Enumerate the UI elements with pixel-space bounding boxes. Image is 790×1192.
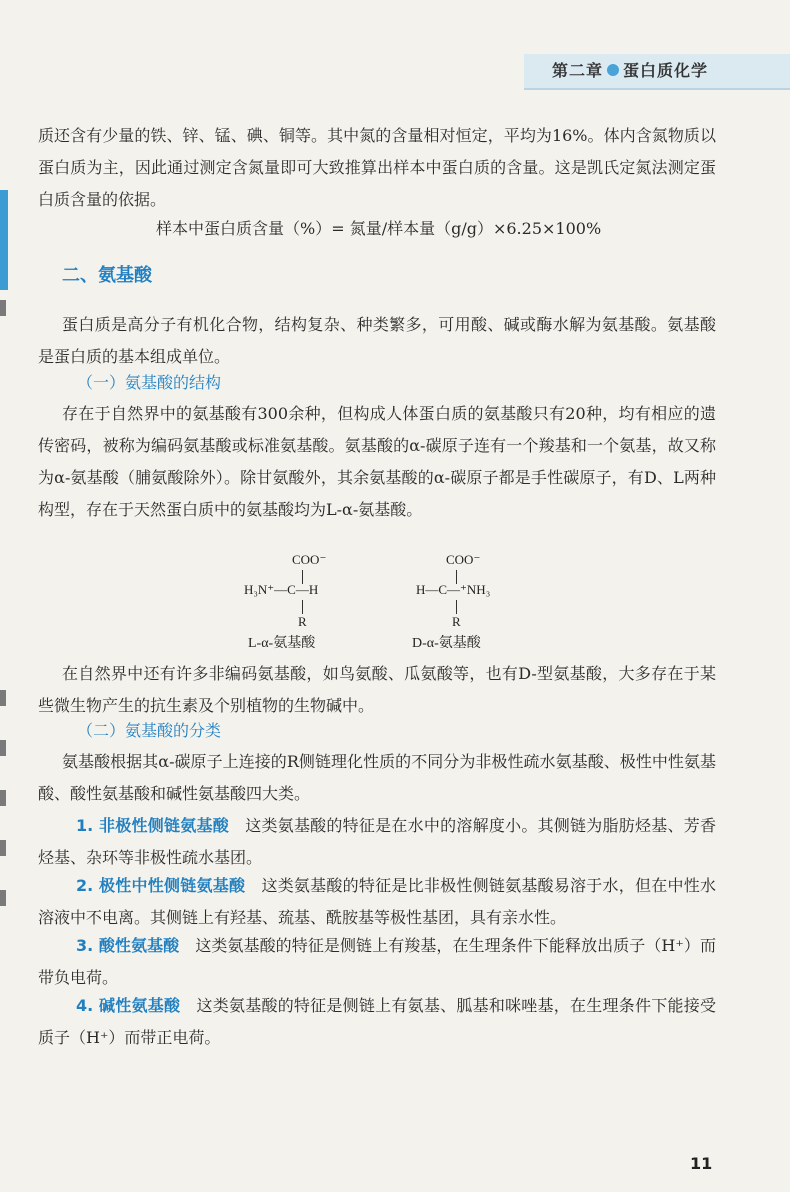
subheading-structure: （一）氨基酸的结构 [77, 373, 222, 392]
category-polar-label: 2. 极性中性侧链氨基酸 [76, 876, 246, 895]
category-nonpolar-label: 1. 非极性侧链氨基酸 [76, 816, 229, 835]
page-number: 11 [690, 1154, 713, 1173]
structure-l-amino-acid [240, 552, 380, 652]
structure-l-caption: L-α-氨基酸 [248, 636, 316, 651]
chapter-title: 蛋白质化学 [623, 61, 709, 80]
left-edge-mark [0, 890, 6, 906]
structure-l-coo: COO⁻ [292, 552, 327, 567]
category-acidic-text: 这类氨基酸的特征是侧链上有羧基，在生理条件下能释放出质子（H⁺）而带负电荷。 [38, 936, 716, 987]
left-edge-stripe [0, 190, 8, 290]
paragraph-non-coding: 在自然界中还有许多非编码氨基酸，如鸟氨酸、瓜氨酸等，也有D-型氨基酸，大多存在于某些微生物产生的抗生素及个别植物的生物碱中。 [38, 664, 716, 715]
category-acidic-label: 3. 酸性氨基酸 [76, 936, 180, 955]
structure-d-amino-acid [412, 552, 552, 652]
header-dot-icon [605, 62, 621, 78]
paragraph-protein-intro: 蛋白质是高分子有机化合物，结构复杂、种类繁多，可用酸、碱或酶水解为氨基酸。氨基酸是蛋白质的基本组成单位。 [38, 315, 716, 366]
left-edge-mark [0, 740, 6, 756]
category-acidic [38, 930, 716, 994]
subheading-classification: （二）氨基酸的分类 [77, 721, 222, 740]
protein-content-formula: 样本中蛋白质含量（%）= 氮量/样本量（g/g）×6.25×100% [156, 219, 602, 238]
structure-d-coo: COO⁻ [446, 552, 481, 567]
category-basic [38, 990, 716, 1054]
left-edge-mark [0, 690, 6, 706]
left-edge-mark [0, 840, 6, 856]
category-nonpolar-text: 这类氨基酸的特征是在水中的溶解度小。其侧链为脂肪烃基、芳香烃基、杂环等非极性疏水基团。 [38, 816, 716, 867]
structure-l-r-group: R [298, 614, 307, 629]
category-nonpolar [38, 810, 716, 874]
structure-d-caption: D-α-氨基酸 [412, 636, 481, 651]
paragraph-nitrogen: 质还含有少量的铁、锌、锰、碘、铜等。其中氮的含量相对恒定，平均为16%。体内含氮物质以蛋白质为主，因此通过测定含氮量即可大致推算出样本中蛋白质的含量。这是凯氏定氮法测定蛋白质含量的依据。 [38, 126, 716, 209]
category-polar-text: 这类氨基酸的特征是比非极性侧链氨基酸易溶于水，但在中性水溶液中不电离。其侧链上有羟基、巯基、酰胺基等极性基团，具有亲水性。 [38, 876, 716, 927]
category-basic-text: 这类氨基酸的特征是侧链上有氨基、胍基和咪唑基，在生理条件下能接受质子（H⁺）而带正电荷。 [38, 996, 716, 1047]
bond-line [302, 600, 303, 614]
structure-d-center: H—C—⁺NH₃ [416, 582, 491, 597]
category-polar-neutral [38, 870, 716, 934]
left-edge-mark [0, 300, 6, 316]
paragraph-structure: 存在于自然界中的氨基酸有300余种，但构成人体蛋白质的氨基酸只有20种，均有相应的遗传密码，被称为编码氨基酸或标准氨基酸。氨基酸的α-碳原子连有一个羧基和一个氨基，故又称为α-氨基酸（脯氨酸除外）。除甘氨酸外，其余氨基酸的α-碳原子都是手性碳原子，有D、L两种构型，存在于天然蛋白质中的氨基酸均为L-α-氨基酸。 [38, 404, 716, 519]
category-basic-label: 4. 碱性氨基酸 [76, 996, 181, 1015]
structure-d-r-group: R [452, 614, 461, 629]
chapter-header [552, 58, 708, 81]
bond-line [456, 600, 457, 614]
section-heading-amino-acids: 二、氨基酸 [62, 265, 152, 286]
chapter-number: 第二章 [552, 61, 604, 80]
structure-l-center: H₃N⁺—C—H [244, 582, 319, 597]
paragraph-classification: 氨基酸根据其α-碳原子上连接的R侧链理化性质的不同分为非极性疏水氨基酸、极性中性氨基酸、酸性氨基酸和碱性氨基酸四大类。 [38, 752, 716, 803]
left-edge-mark [0, 790, 6, 806]
